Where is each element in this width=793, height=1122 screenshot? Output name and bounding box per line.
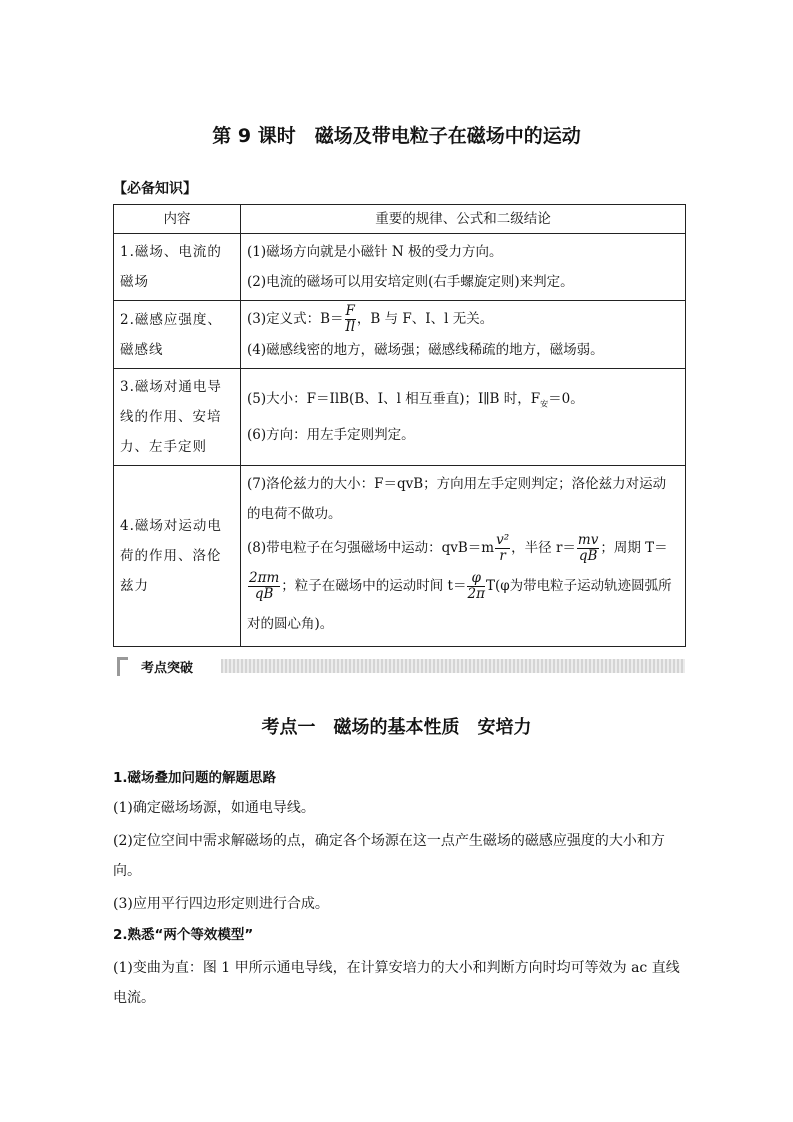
text: (8)带电粒子在匀强磁场中运动：qvB＝m	[247, 540, 495, 556]
numerator: φ	[467, 571, 484, 587]
header-rules: 重要的规律、公式和二级结论	[241, 205, 686, 234]
section-banner	[117, 657, 687, 675]
paragraph-heading: 1.磁场叠加问题的解题思路	[113, 770, 277, 786]
text: T(φ为带电粒子运动轨迹圆弧所对的圆心角)。	[247, 578, 672, 632]
denominator: qB	[254, 586, 274, 602]
table-header-row	[114, 205, 686, 234]
text: ；粒子在磁场中的运动时间 t＝	[281, 578, 467, 594]
must-know-heading: 【必备知识】	[113, 181, 197, 197]
paragraph-heading: 2.熟悉“两个等效模型”	[113, 927, 254, 943]
corner-mark-icon	[117, 657, 128, 676]
fraction	[467, 571, 484, 602]
text: ，B 与 F、I、l 无关。	[356, 311, 494, 327]
row-rules	[241, 466, 686, 647]
text: (5)大小：F＝IlB(B、I、l 相互垂直)；I∥B 时，F	[247, 391, 541, 408]
fraction	[345, 304, 356, 335]
paragraph: (2)定位空间中需求解磁场的点，确定各个场源在这一点产生磁场的磁感应强度的大小和方向。	[113, 833, 665, 879]
denominator: Il	[345, 319, 356, 335]
knowledge-table	[113, 204, 686, 647]
row-rules	[241, 369, 686, 466]
banner-bar	[221, 659, 685, 673]
numerator: v²	[496, 532, 510, 548]
paragraph: (1)变曲为直：图 1 甲所示通电导线，在计算安培力的大小和判断方向时均可等效为 ac 直线电流。	[113, 960, 680, 1006]
table-row	[114, 369, 686, 466]
row-rules	[241, 301, 686, 369]
section-title: 考点一 磁场的基本性质 安培力	[261, 717, 532, 738]
numerator: F	[345, 303, 355, 319]
page-title: 第 9 课时 磁场及带电粒子在磁场中的运动	[212, 125, 581, 147]
fraction	[495, 533, 510, 564]
row-topic: 3.磁场对通电导线的作用、安培力、左手定则	[114, 369, 241, 466]
rule-8	[247, 529, 679, 643]
paragraph: (1)确定磁场场源，如通电导线。	[113, 800, 315, 816]
rule-6: (6)方向：用左手定则判定。	[247, 426, 415, 443]
denominator: r	[499, 548, 506, 564]
rule-2: (2)电流的磁场可以用安培定则(右手螺旋定则)来判定。	[247, 274, 574, 290]
paragraph: (3)应用平行四边形定则进行合成。	[113, 896, 329, 912]
subscript: 安	[540, 399, 549, 409]
denominator: qB	[578, 548, 598, 564]
row-topic: 1.磁场、电流的磁场	[114, 234, 241, 301]
fraction	[248, 571, 280, 602]
text: ；周期 T＝	[600, 540, 668, 556]
table-row	[114, 234, 686, 301]
text: (3)定义式：B＝	[247, 311, 344, 327]
row-topic: 2.磁感应强度、磁感线	[114, 301, 241, 369]
table-row	[114, 466, 686, 647]
fraction	[577, 533, 599, 564]
denominator: 2π	[467, 586, 485, 602]
numerator: mv	[577, 532, 599, 548]
rule-7: (7)洛伦兹力的大小：F＝qvB；方向用左手定则判定；洛伦兹力对运动的电荷不做功。	[247, 476, 667, 522]
text: ，半径 r＝	[511, 540, 576, 556]
header-content: 内容	[114, 205, 241, 234]
numerator: 2πm	[249, 570, 280, 586]
rule-5	[247, 384, 679, 420]
row-rules	[241, 234, 686, 301]
rule-1: (1)磁场方向就是小磁针 N 极的受力方向。	[247, 244, 503, 260]
row-topic: 4.磁场对运动电荷的作用、洛伦兹力	[114, 466, 241, 647]
rule-3	[247, 304, 679, 335]
banner-label: 考点突破	[141, 661, 194, 676]
rule-4: (4)磁感线密的地方，磁场强；磁感线稀疏的地方，磁场弱。	[247, 342, 604, 358]
table-row	[114, 301, 686, 369]
text: ＝0。	[548, 391, 584, 408]
